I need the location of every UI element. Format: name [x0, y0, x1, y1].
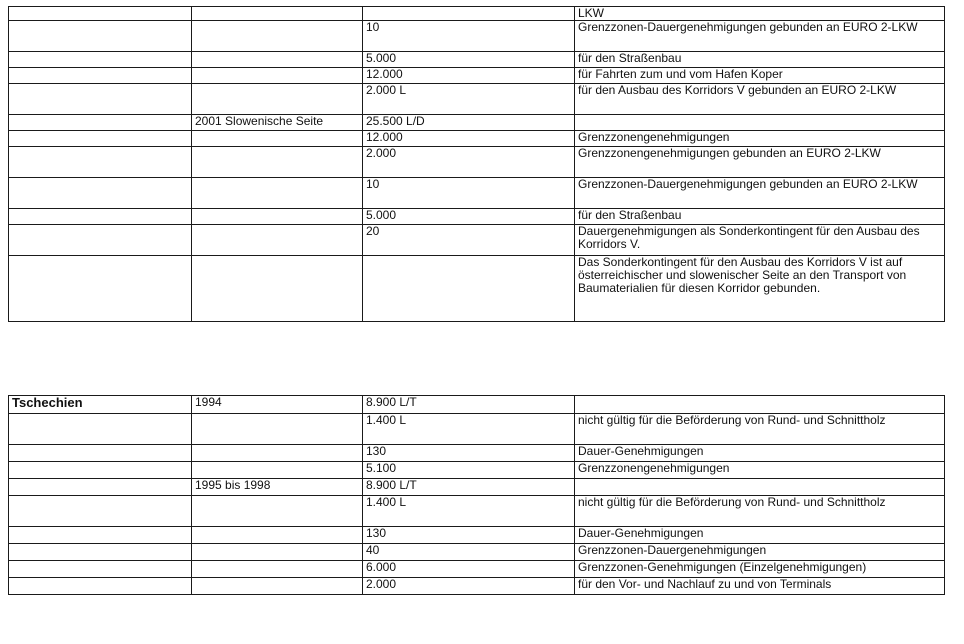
quantity-cell: 12.000	[363, 68, 575, 84]
country-cell	[9, 496, 192, 527]
year-cell	[192, 462, 363, 479]
year-cell	[192, 178, 363, 209]
country-cell	[9, 578, 192, 595]
country-cell	[9, 178, 192, 209]
year-cell: 2001 Slowenische Seite	[192, 115, 363, 131]
year-cell: 1994	[192, 396, 363, 414]
description-cell: für den Straßenbau	[575, 209, 945, 225]
description-cell	[575, 479, 945, 496]
quantity-cell: 6.000	[363, 561, 575, 578]
table-row	[9, 527, 945, 544]
country-cell	[9, 445, 192, 462]
table-row	[9, 496, 945, 527]
description-cell: für den Straßenbau	[575, 52, 945, 68]
quantity-cell: 130	[363, 445, 575, 462]
quantity-cell: 8.900 L/T	[363, 479, 575, 496]
quantity-cell: 25.500 L/D	[363, 115, 575, 131]
year-cell	[192, 578, 363, 595]
description-cell: Grenzzonen-Dauergenehmigungen gebunden an EURO 2-LKW	[575, 178, 945, 209]
table-body	[9, 7, 945, 322]
year-cell: 1995 bis 1998	[192, 479, 363, 496]
quantity-cell: 2.000	[363, 147, 575, 178]
country-cell	[9, 115, 192, 131]
country-cell	[9, 414, 192, 445]
table-row	[9, 209, 945, 225]
quantity-cell: 5.000	[363, 52, 575, 68]
quantity-cell	[363, 256, 575, 322]
table-row	[9, 479, 945, 496]
table-row	[9, 396, 945, 414]
table-row	[9, 21, 945, 52]
country-cell	[9, 561, 192, 578]
country-cell	[9, 52, 192, 68]
description-cell: Grenzzonen-Genehmigungen (Einzelgenehmigungen)	[575, 561, 945, 578]
description-cell: Grenzzonengenehmigungen	[575, 462, 945, 479]
year-cell	[192, 84, 363, 115]
description-cell: Dauer-Genehmigungen	[575, 445, 945, 462]
description-cell: nicht gültig für die Beförderung von Rund- und Schnittholz	[575, 414, 945, 445]
year-cell	[192, 7, 363, 21]
year-cell	[192, 414, 363, 445]
country-cell	[9, 68, 192, 84]
description-cell: Grenzzonen-Dauergenehmigungen	[575, 544, 945, 561]
table-row	[9, 68, 945, 84]
quantity-cell: 12.000	[363, 131, 575, 147]
description-cell: für Fahrten zum und vom Hafen Koper	[575, 68, 945, 84]
country-cell	[9, 479, 192, 496]
quantity-cell: 5.100	[363, 462, 575, 479]
table-row	[9, 256, 945, 322]
country-cell	[9, 225, 192, 256]
quantity-cell: 1.400 L	[363, 496, 575, 527]
table-row	[9, 561, 945, 578]
table-row	[9, 147, 945, 178]
table-row	[9, 544, 945, 561]
table-row	[9, 131, 945, 147]
country-cell	[9, 462, 192, 479]
quantity-cell: 2.000	[363, 578, 575, 595]
country-cell	[9, 84, 192, 115]
country-cell	[9, 147, 192, 178]
table-body	[9, 396, 945, 595]
description-cell	[575, 396, 945, 414]
table-row	[9, 445, 945, 462]
description-cell: Dauer-Genehmigungen	[575, 527, 945, 544]
year-cell	[192, 225, 363, 256]
quantity-cell: 40	[363, 544, 575, 561]
table-row	[9, 84, 945, 115]
year-cell	[192, 68, 363, 84]
table-row	[9, 7, 945, 21]
quantity-cell	[363, 7, 575, 21]
year-cell	[192, 496, 363, 527]
quantity-cell: 2.000 L	[363, 84, 575, 115]
country-cell	[9, 7, 192, 21]
description-cell: Grenzzonengenehmigungen	[575, 131, 945, 147]
description-cell: Grenzzonen-Dauergenehmigungen gebunden an EURO 2-LKW	[575, 21, 945, 52]
country-cell	[9, 21, 192, 52]
table-row	[9, 462, 945, 479]
table-row	[9, 52, 945, 68]
year-cell	[192, 544, 363, 561]
year-cell	[192, 131, 363, 147]
table-row	[9, 225, 945, 256]
quantity-cell: 1.400 L	[363, 414, 575, 445]
year-cell	[192, 445, 363, 462]
year-cell	[192, 147, 363, 178]
year-cell	[192, 256, 363, 322]
quantity-cell: 8.900 L/T	[363, 396, 575, 414]
table-row	[9, 178, 945, 209]
country-cell	[9, 544, 192, 561]
year-cell	[192, 52, 363, 68]
description-cell: Dauergenehmigungen als Sonderkontingent für den Ausbau des Korridors V.	[575, 225, 945, 256]
table-czech	[8, 395, 945, 595]
country-cell	[9, 131, 192, 147]
year-cell	[192, 209, 363, 225]
quantity-cell: 130	[363, 527, 575, 544]
description-cell: Grenzzonengenehmigungen gebunden an EURO 2-LKW	[575, 147, 945, 178]
description-cell: LKW	[575, 7, 945, 21]
year-cell	[192, 21, 363, 52]
description-cell	[575, 115, 945, 131]
quantity-cell: 10	[363, 178, 575, 209]
quantity-cell: 20	[363, 225, 575, 256]
description-cell: für den Vor- und Nachlauf zu und von Terminals	[575, 578, 945, 595]
country-cell	[9, 209, 192, 225]
quantity-cell: 10	[363, 21, 575, 52]
description-cell: Das Sonderkontingent für den Ausbau des Korridors V ist auf österreichischer und slowenischer Seite an den Transport von Baumaterialien für diesen Korridor gebunden.	[575, 256, 945, 322]
description-cell: für den Ausbau des Korridors V gebunden an EURO 2-LKW	[575, 84, 945, 115]
country-cell	[9, 256, 192, 322]
table-row	[9, 115, 945, 131]
country-cell	[9, 527, 192, 544]
year-cell	[192, 561, 363, 578]
year-cell	[192, 527, 363, 544]
table-slovenia	[8, 6, 945, 322]
country-cell: Tschechien	[9, 396, 192, 414]
table-row	[9, 578, 945, 595]
table-row	[9, 414, 945, 445]
quantity-cell: 5.000	[363, 209, 575, 225]
description-cell: nicht gültig für die Beförderung von Rund- und Schnittholz	[575, 496, 945, 527]
